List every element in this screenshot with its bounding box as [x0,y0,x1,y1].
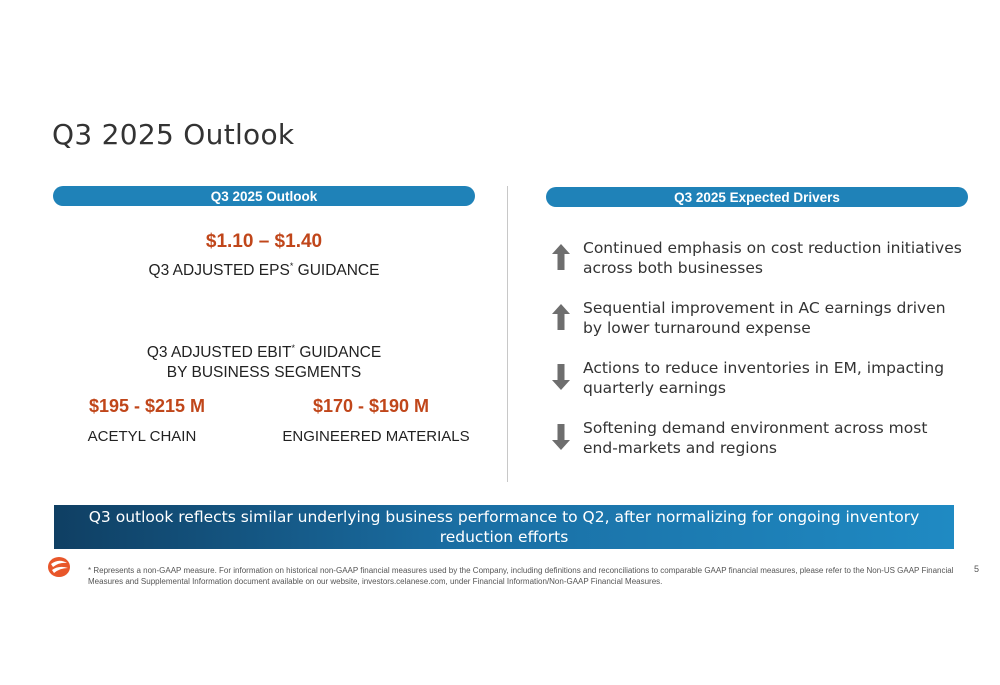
outlook-section-header: Q3 2025 Outlook [53,186,475,206]
page-number: 5 [974,564,980,574]
driver-item [548,238,968,284]
acetyl-chain-guidance-value: $195 - $215 M [88,396,206,416]
driver-text: Continued emphasis on cost reduction initiatives across both businesses [583,239,962,277]
ebit-guidance-label: Q3 ADJUSTED EBIT* GUIDANCE BY BUSINESS SEGMENTS [146,343,382,382]
drivers-section-header: Q3 2025 Expected Drivers [546,187,968,207]
driver-text: Actions to reduce inventories in EM, impacting quarterly earnings [583,359,945,397]
acetyl-chain-label: ACETYL CHAIN [87,428,197,445]
engineered-materials-label: ENGINEERED MATERIALS [282,428,470,445]
driver-item [548,418,968,464]
up-arrow-icon [552,244,570,270]
engineered-materials-guidance-value: $170 - $190 M [312,396,430,416]
column-divider [507,186,508,482]
up-arrow-icon [552,304,570,330]
company-logo-icon [47,556,71,578]
driver-item [548,298,968,344]
driver-text: Softening demand environment across most end-markets and regions [583,419,928,457]
summary-banner [54,505,954,549]
driver-text: Sequential improvement in AC earnings driven by lower turnaround expense [583,299,946,337]
eps-guidance-label: Q3 ADJUSTED EPS* GUIDANCE [148,261,380,280]
footnote: * Represents a non-GAAP measure. For information on historical non-GAAP financial measures used by the Company, including definitions and reconciliations to comparable GAAP financial measures, please refer to the Non-US GAAP Financial Measures and Supplemental Information document available on our website, investors.celanese.com, under Financial Information/Non-GAAP Financial Measures. [88,566,954,586]
summary-banner-text: Q3 outlook reflects similar underlying business performance to Q2, after normalizing for ongoing inventory reduction efforts [88,508,920,546]
driver-item [548,358,968,404]
eps-guidance-range: $1.10 – $1.40 [205,231,323,252]
page-title: Q3 2025 Outlook [52,118,295,151]
down-arrow-icon [552,424,570,450]
down-arrow-icon [552,364,570,390]
